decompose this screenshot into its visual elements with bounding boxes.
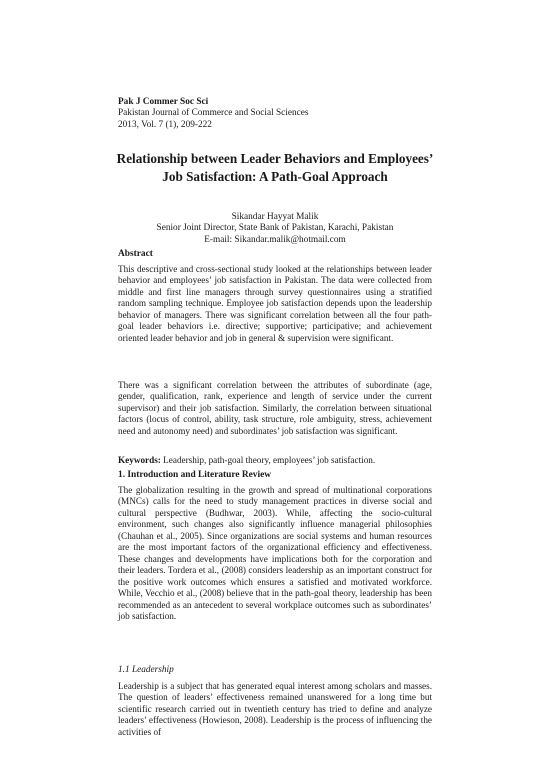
author-block	[100, 212, 450, 246]
author-name: Sikandar Hayyat Malik	[231, 212, 319, 222]
abstract-paragraph-1: This descriptive and cross-sectional study looked at the relationships between leader behavior and employees’ job satisfaction in Pakistan. The data were collected from middle and first line managers through survey questionnaires using a stratified random sampling technique. Employee job satisfaction depends upon the leadership behavior of managers. There was significant correlation between all the four path-goal leader behaviors i.e. directive; supportive; participative; and achievement oriented leader behavior and job in general & supervision were significant.	[118, 264, 432, 343]
section-1-1-heading: 1.1 Leadership	[118, 665, 174, 675]
article-title	[100, 150, 450, 185]
article-title-line-2: Job Satisfaction: A Path-Goal Approach	[162, 168, 388, 184]
author-email[interactable]: E-mail: Sikandar.malik@hotmail.com	[204, 234, 346, 245]
abstract-paragraph-2: There was a significant correlation between the attributes of subordinate (age, gender, qualification, rank, experience and length of service under the current supervisor) and their job satisfaction. Similarly, the correlation between situational factors (locus of control, ability, task structure, role ambiguity, stress, achievement need and autonomy need) and subordinates’ job satisfaction was significant.	[118, 380, 432, 436]
journal-full-name: Pakistan Journal of Commerce and Social Sciences	[118, 108, 309, 119]
journal-header	[118, 97, 309, 131]
volume-info: 2013, Vol. 7 (1), 209-222	[118, 119, 212, 130]
keywords-text: Leadership, path-goal theory, employees’ job satisfaction.	[163, 455, 376, 465]
author-affiliation: Senior Joint Director, State Bank of Pakistan, Karachi, Pakistan	[156, 223, 394, 234]
section-1-1-paragraph: Leadership is a subject that has generated equal interest among scholars and masses. The question of leaders’ effectiveness remained unanswered for a long time but scientific research carried out in twentieth century has tried to define and analyze leaders’ effectiveness (Howieson, 2008). Leadership is the process of influencing the activities of	[118, 681, 432, 737]
article-title-line-1: Relationship between Leader Behaviors and Employees’	[116, 151, 434, 166]
keywords-line	[118, 455, 375, 465]
section-1-paragraph: The globalization resulting in the growth and spread of multinational corporations (MNCs) calls for the need to study management practices in diverse social and cultural perspective (Budhwar, 2003). While, affecting the socio-cultural environment, such changes also significantly influence managerial philosophies (Chauhan et al., 2005). Since organizations are social systems and human resources are the most important factors of the organizational efficiency and effectiveness. These changes and developments have implications both for the corporation and their leaders. Tordera et al., (2008) considers leadership as an important construct for the positive work outcomes which ensures a satisfied and motivated workforce. While, Vecchio et al., (2008) believe that in the path-goal theory, leadership has been recommended as an antecedent to several workplace outcomes such as subordinates’ job satisfaction.	[118, 485, 432, 621]
keywords-label: Keywords:	[118, 455, 161, 465]
section-1-heading: 1. Introduction and Literature Review	[118, 470, 272, 480]
abstract-heading: Abstract	[118, 249, 153, 259]
journal-abbrev: Pak J Commer Soc Sci	[118, 97, 209, 107]
